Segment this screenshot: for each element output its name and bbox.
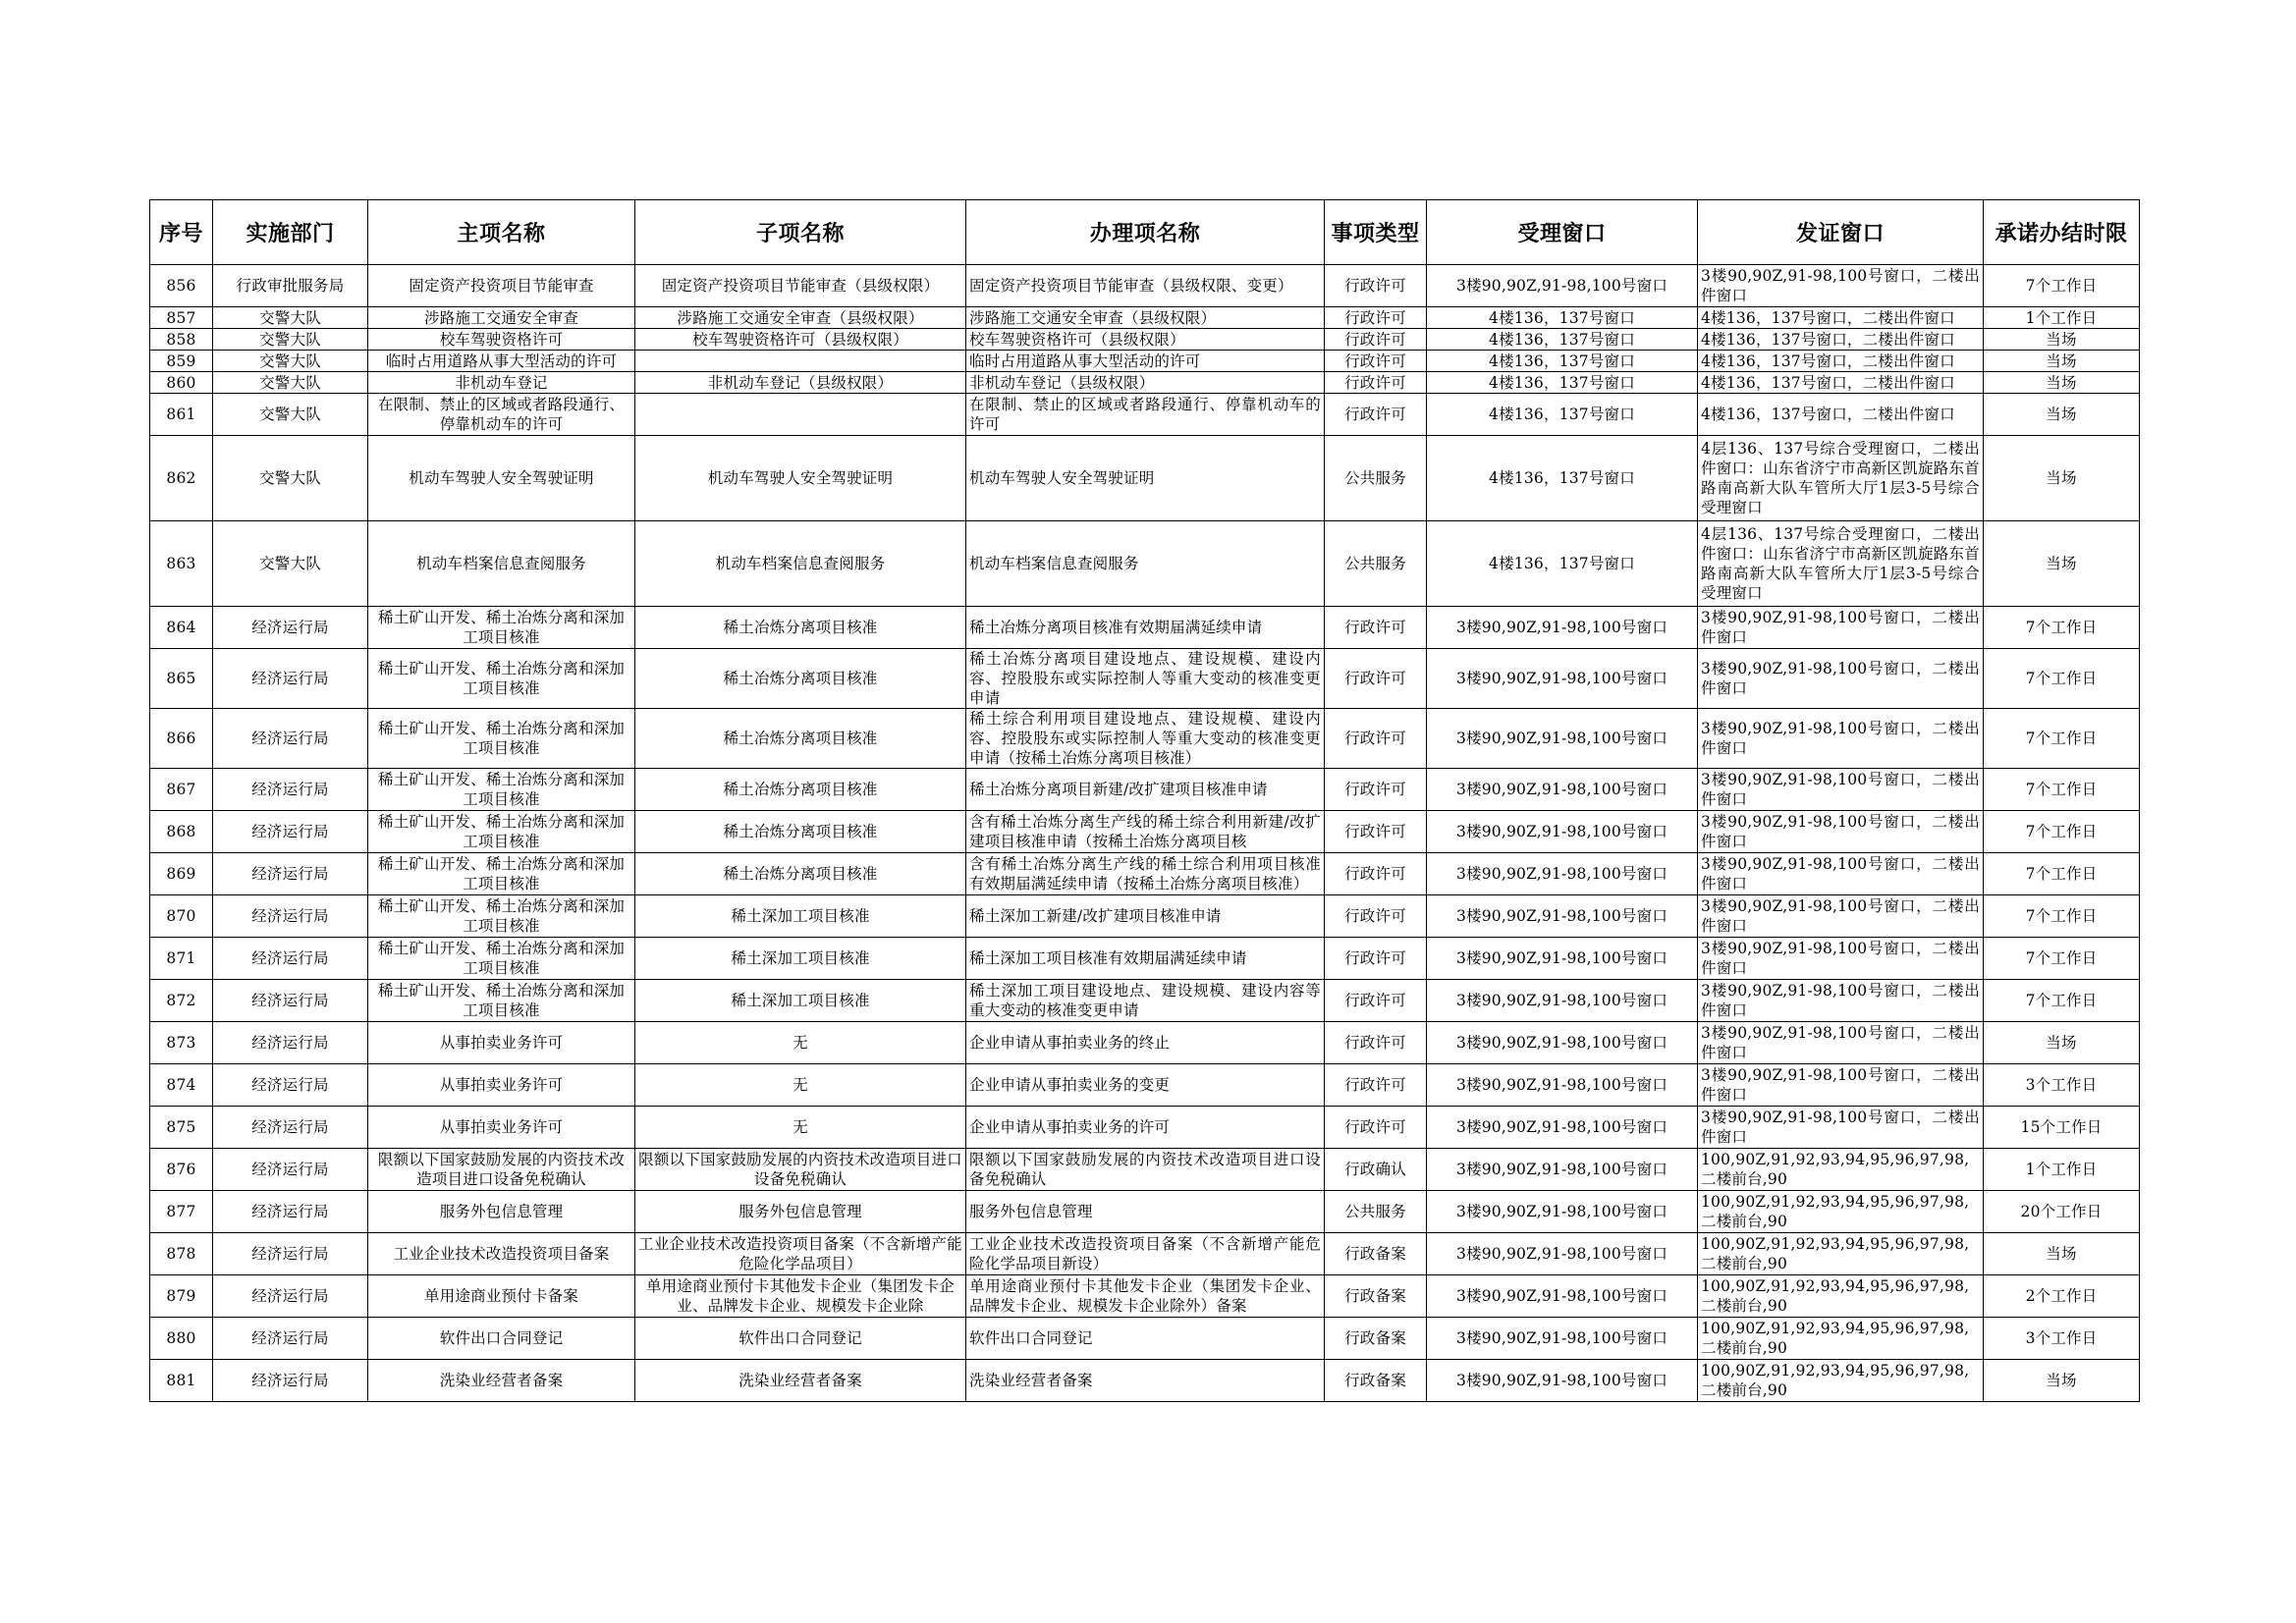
table-cell: 校车驾驶资格许可（县级权限） xyxy=(635,329,966,351)
table-cell: 当场 xyxy=(1984,436,2140,521)
table-cell: 行政许可 xyxy=(1325,938,1427,980)
table-row xyxy=(150,938,2140,980)
table-cell: 在限制、禁止的区域或者路段通行、停靠机动车的许可 xyxy=(966,394,1325,436)
table-cell: 871 xyxy=(150,938,213,980)
table-cell: 3楼90,90Z,91-98,100号窗口 xyxy=(1427,1191,1698,1233)
table-cell: 868 xyxy=(150,811,213,853)
table-cell: 稀土矿山开发、稀土冶炼分离和深加工项目核准 xyxy=(368,980,635,1022)
table-row xyxy=(150,372,2140,394)
table-row xyxy=(150,1233,2140,1275)
table-cell: 非机动车登记（县级权限） xyxy=(635,372,966,394)
table-cell: 单用途商业预付卡备案 xyxy=(368,1275,635,1318)
table-cell: 机动车驾驶人安全驾驶证明 xyxy=(368,436,635,521)
table-cell: 3楼90,90Z,91-98,100号窗口，二楼出件窗口 xyxy=(1698,853,1984,895)
table-cell: 交警大队 xyxy=(213,436,368,521)
table-cell: 行政备案 xyxy=(1325,1275,1427,1318)
table-cell: 4楼136，137号窗口，二楼出件窗口 xyxy=(1698,307,1984,329)
table-cell: 100,90Z,91,92,93,94,95,96,97,98,二楼前台,90 xyxy=(1698,1233,1984,1275)
table-cell: 临时占用道路从事大型活动的许可 xyxy=(368,351,635,372)
table-cell: 经济运行局 xyxy=(213,853,368,895)
header-cell: 办理项名称 xyxy=(966,200,1325,265)
table-cell: 3楼90,90Z,91-98,100号窗口 xyxy=(1427,1360,1698,1402)
table-cell: 固定资产投资项目节能审查（县级权限） xyxy=(635,265,966,307)
table-cell: 4楼136，137号窗口，二楼出件窗口 xyxy=(1698,394,1984,436)
table-row xyxy=(150,329,2140,351)
table-cell: 7个工作日 xyxy=(1984,607,2140,649)
table-cell: 行政许可 xyxy=(1325,980,1427,1022)
table-cell: 3楼90,90Z,91-98,100号窗口 xyxy=(1427,709,1698,769)
table-cell: 874 xyxy=(150,1064,213,1107)
table-cell: 稀土矿山开发、稀土冶炼分离和深加工项目核准 xyxy=(368,769,635,811)
table-cell: 3楼90,90Z,91-98,100号窗口，二楼出件窗口 xyxy=(1698,938,1984,980)
table-row xyxy=(150,980,2140,1022)
table-row xyxy=(150,1275,2140,1318)
table-cell: 3楼90,90Z,91-98,100号窗口 xyxy=(1427,895,1698,938)
table-cell: 4楼136，137号窗口 xyxy=(1427,307,1698,329)
service-items-table xyxy=(149,199,2140,1402)
table-cell: 含有稀土冶炼分离生产线的稀土综合利用新建/改扩建项目核准申请（按稀土冶炼分离项目核 xyxy=(966,811,1325,853)
table-cell: 863 xyxy=(150,521,213,607)
table-row xyxy=(150,649,2140,709)
table-row xyxy=(150,394,2140,436)
table-cell: 3楼90,90Z,91-98,100号窗口 xyxy=(1427,980,1698,1022)
header-cell: 承诺办结时限 xyxy=(1984,200,2140,265)
table-cell: 20个工作日 xyxy=(1984,1191,2140,1233)
table-cell: 4楼136，137号窗口 xyxy=(1427,329,1698,351)
table-cell: 15个工作日 xyxy=(1984,1107,2140,1149)
table-cell: 洗染业经营者备案 xyxy=(966,1360,1325,1402)
table-cell: 稀土冶炼分离项目核准有效期届满延续申请 xyxy=(966,607,1325,649)
table-cell: 858 xyxy=(150,329,213,351)
table-cell: 经济运行局 xyxy=(213,1064,368,1107)
table-row xyxy=(150,307,2140,329)
table-cell: 879 xyxy=(150,1275,213,1318)
table-cell: 临时占用道路从事大型活动的许可 xyxy=(966,351,1325,372)
table-cell: 稀土冶炼分离项目核准 xyxy=(635,709,966,769)
table-cell: 工业企业技术改造投资项目备案 xyxy=(368,1233,635,1275)
table-cell: 洗染业经营者备案 xyxy=(368,1360,635,1402)
table-row xyxy=(150,607,2140,649)
table-cell: 864 xyxy=(150,607,213,649)
table-cell: 稀土矿山开发、稀土冶炼分离和深加工项目核准 xyxy=(368,709,635,769)
table-cell: 洗染业经营者备案 xyxy=(635,1360,966,1402)
table-cell: 当场 xyxy=(1984,351,2140,372)
table-cell: 3楼90,90Z,91-98,100号窗口 xyxy=(1427,1022,1698,1064)
table-cell: 稀土矿山开发、稀土冶炼分离和深加工项目核准 xyxy=(368,811,635,853)
table-cell: 1个工作日 xyxy=(1984,1149,2140,1191)
table-cell: 3楼90,90Z,91-98,100号窗口，二楼出件窗口 xyxy=(1698,1064,1984,1107)
table-cell: 3楼90,90Z,91-98,100号窗口 xyxy=(1427,1064,1698,1107)
table-cell: 行政许可 xyxy=(1325,1064,1427,1107)
table-cell: 3楼90,90Z,91-98,100号窗口 xyxy=(1427,769,1698,811)
table-cell: 878 xyxy=(150,1233,213,1275)
table-cell: 稀土深加工项目核准 xyxy=(635,895,966,938)
table-cell: 稀土冶炼分离项目新建/改扩建项目核准申请 xyxy=(966,769,1325,811)
table-cell: 企业申请从事拍卖业务的终止 xyxy=(966,1022,1325,1064)
table-row xyxy=(150,853,2140,895)
table-cell: 公共服务 xyxy=(1325,436,1427,521)
table-cell: 857 xyxy=(150,307,213,329)
table-cell: 企业申请从事拍卖业务的许可 xyxy=(966,1107,1325,1149)
table-cell: 行政许可 xyxy=(1325,811,1427,853)
table-cell: 经济运行局 xyxy=(213,607,368,649)
table-cell: 机动车档案信息查阅服务 xyxy=(635,521,966,607)
table-row xyxy=(150,811,2140,853)
table-cell: 从事拍卖业务许可 xyxy=(368,1107,635,1149)
table-cell: 稀土深加工项目建设地点、建设规模、建设内容等重大变动的核准变更申请 xyxy=(966,980,1325,1022)
table-cell: 3楼90,90Z,91-98,100号窗口，二楼出件窗口 xyxy=(1698,265,1984,307)
table-cell: 涉路施工交通安全审查（县级权限） xyxy=(635,307,966,329)
table-cell: 稀土冶炼分离项目核准 xyxy=(635,607,966,649)
header-cell: 受理窗口 xyxy=(1427,200,1698,265)
table-cell: 100,90Z,91,92,93,94,95,96,97,98,二楼前台,90 xyxy=(1698,1275,1984,1318)
table-cell: 行政审批服务局 xyxy=(213,265,368,307)
table-row xyxy=(150,265,2140,307)
table-cell: 3楼90,90Z,91-98,100号窗口 xyxy=(1427,1149,1698,1191)
table-cell: 从事拍卖业务许可 xyxy=(368,1064,635,1107)
table-cell: 非机动车登记 xyxy=(368,372,635,394)
table-cell: 企业申请从事拍卖业务的变更 xyxy=(966,1064,1325,1107)
table-cell: 经济运行局 xyxy=(213,1022,368,1064)
table-cell: 软件出口合同登记 xyxy=(635,1318,966,1360)
table-cell: 100,90Z,91,92,93,94,95,96,97,98,二楼前台,90 xyxy=(1698,1360,1984,1402)
table-cell: 7个工作日 xyxy=(1984,649,2140,709)
table-cell: 当场 xyxy=(1984,1233,2140,1275)
table-cell: 当场 xyxy=(1984,372,2140,394)
table-cell: 7个工作日 xyxy=(1984,811,2140,853)
table-cell: 行政确认 xyxy=(1325,1149,1427,1191)
table-cell: 软件出口合同登记 xyxy=(368,1318,635,1360)
table-cell: 校车驾驶资格许可 xyxy=(368,329,635,351)
table-cell: 稀土矿山开发、稀土冶炼分离和深加工项目核准 xyxy=(368,895,635,938)
table-cell: 限额以下国家鼓励发展的内资技术改造项目进口设备免税确认 xyxy=(966,1149,1325,1191)
table-cell: 3个工作日 xyxy=(1984,1064,2140,1107)
table-cell: 3楼90,90Z,91-98,100号窗口，二楼出件窗口 xyxy=(1698,649,1984,709)
table-cell: 867 xyxy=(150,769,213,811)
table-cell: 稀土深加工项目核准 xyxy=(635,980,966,1022)
table-cell: 固定资产投资项目节能审查（县级权限、变更） xyxy=(966,265,1325,307)
table-cell: 经济运行局 xyxy=(213,938,368,980)
table-cell: 单用途商业预付卡其他发卡企业（集团发卡企业、品牌发卡企业、规模发卡企业除 xyxy=(635,1275,966,1318)
table-cell: 当场 xyxy=(1984,394,2140,436)
table-cell: 860 xyxy=(150,372,213,394)
table-cell: 经济运行局 xyxy=(213,980,368,1022)
table-cell: 3楼90,90Z,91-98,100号窗口，二楼出件窗口 xyxy=(1698,811,1984,853)
table-cell: 4楼136，137号窗口，二楼出件窗口 xyxy=(1698,329,1984,351)
table-cell: 3楼90,90Z,91-98,100号窗口 xyxy=(1427,1275,1698,1318)
table-row xyxy=(150,895,2140,938)
table-cell: 872 xyxy=(150,980,213,1022)
table-cell: 经济运行局 xyxy=(213,1149,368,1191)
table-cell: 行政许可 xyxy=(1325,329,1427,351)
table-cell: 3楼90,90Z,91-98,100号窗口 xyxy=(1427,649,1698,709)
table-cell: 行政许可 xyxy=(1325,372,1427,394)
table-cell: 工业企业技术改造投资项目备案（不含新增产能危险化学品项目新设） xyxy=(966,1233,1325,1275)
table-cell: 工业企业技术改造投资项目备案（不含新增产能危险化学品项目） xyxy=(635,1233,966,1275)
table-cell: 行政许可 xyxy=(1325,265,1427,307)
table-cell: 稀土深加工新建/改扩建项目核准申请 xyxy=(966,895,1325,938)
table-cell: 稀土深加工项目核准 xyxy=(635,938,966,980)
table-cell: 机动车档案信息查阅服务 xyxy=(368,521,635,607)
table-cell: 行政备案 xyxy=(1325,1318,1427,1360)
table-cell: 3楼90,90Z,91-98,100号窗口，二楼出件窗口 xyxy=(1698,1022,1984,1064)
table-cell: 经济运行局 xyxy=(213,811,368,853)
table-cell: 7个工作日 xyxy=(1984,853,2140,895)
table-cell: 3楼90,90Z,91-98,100号窗口，二楼出件窗口 xyxy=(1698,980,1984,1022)
table-cell: 7个工作日 xyxy=(1984,980,2140,1022)
table-cell: 4楼136，137号窗口 xyxy=(1427,372,1698,394)
table-cell: 限额以下国家鼓励发展的内资技术改造项目进口设备免税确认 xyxy=(368,1149,635,1191)
table-cell: 经济运行局 xyxy=(213,1107,368,1149)
table-cell: 行政许可 xyxy=(1325,853,1427,895)
table-cell: 行政许可 xyxy=(1325,1107,1427,1149)
header-cell: 主项名称 xyxy=(368,200,635,265)
table-cell: 涉路施工交通安全审查 xyxy=(368,307,635,329)
header-row xyxy=(150,200,2140,265)
table-row xyxy=(150,351,2140,372)
table-cell: 1个工作日 xyxy=(1984,307,2140,329)
table-cell: 交警大队 xyxy=(213,521,368,607)
table-row xyxy=(150,1107,2140,1149)
table-cell: 7个工作日 xyxy=(1984,938,2140,980)
table-cell: 行政许可 xyxy=(1325,351,1427,372)
table-cell: 稀土冶炼分离项目核准 xyxy=(635,769,966,811)
table-cell: 3楼90,90Z,91-98,100号窗口 xyxy=(1427,1318,1698,1360)
table-cell: 4楼136，137号窗口 xyxy=(1427,521,1698,607)
table-cell: 经济运行局 xyxy=(213,1233,368,1275)
table-cell: 3楼90,90Z,91-98,100号窗口 xyxy=(1427,1107,1698,1149)
table-cell: 经济运行局 xyxy=(213,769,368,811)
table-cell: 稀土矿山开发、稀土冶炼分离和深加工项目核准 xyxy=(368,853,635,895)
table-cell: 862 xyxy=(150,436,213,521)
table-cell: 稀土冶炼分离项目建设地点、建设规模、建设内容、控股股东或实际控制人等重大变动的核准变更申请 xyxy=(966,649,1325,709)
table-cell: 交警大队 xyxy=(213,307,368,329)
table-cell: 7个工作日 xyxy=(1984,265,2140,307)
table-cell: 经济运行局 xyxy=(213,1275,368,1318)
table-cell: 876 xyxy=(150,1149,213,1191)
table-cell: 从事拍卖业务许可 xyxy=(368,1022,635,1064)
table-cell: 服务外包信息管理 xyxy=(368,1191,635,1233)
table-cell: 交警大队 xyxy=(213,394,368,436)
table-cell: 无 xyxy=(635,1022,966,1064)
table-cell: 无 xyxy=(635,1107,966,1149)
table-cell: 881 xyxy=(150,1360,213,1402)
table-cell: 4层136、137号综合受理窗口，二楼出件窗口：山东省济宁市高新区凯旋路东首路南高新大队车管所大厅1层3-5号综合受理窗口 xyxy=(1698,436,1984,521)
table-cell: 856 xyxy=(150,265,213,307)
table-cell: 公共服务 xyxy=(1325,521,1427,607)
table-cell: 机动车档案信息查阅服务 xyxy=(966,521,1325,607)
table-cell: 100,90Z,91,92,93,94,95,96,97,98,二楼前台,90 xyxy=(1698,1149,1984,1191)
table-row xyxy=(150,709,2140,769)
table-row xyxy=(150,1022,2140,1064)
table-cell: 当场 xyxy=(1984,1022,2140,1064)
table-cell: 稀土矿山开发、稀土冶炼分离和深加工项目核准 xyxy=(368,938,635,980)
table-cell: 3楼90,90Z,91-98,100号窗口，二楼出件窗口 xyxy=(1698,1107,1984,1149)
table-cell: 4层136、137号综合受理窗口，二楼出件窗口：山东省济宁市高新区凯旋路东首路南高新大队车管所大厅1层3-5号综合受理窗口 xyxy=(1698,521,1984,607)
table-cell: 4楼136，137号窗口，二楼出件窗口 xyxy=(1698,351,1984,372)
table-cell: 3楼90,90Z,91-98,100号窗口，二楼出件窗口 xyxy=(1698,709,1984,769)
table-cell: 服务外包信息管理 xyxy=(635,1191,966,1233)
table-cell: 4楼136，137号窗口 xyxy=(1427,394,1698,436)
table-cell: 软件出口合同登记 xyxy=(966,1318,1325,1360)
table-cell: 行政许可 xyxy=(1325,307,1427,329)
table-cell: 877 xyxy=(150,1191,213,1233)
table-cell: 当场 xyxy=(1984,521,2140,607)
table-cell: 859 xyxy=(150,351,213,372)
table-cell: 7个工作日 xyxy=(1984,895,2140,938)
table-cell: 稀土深加工项目核准有效期届满延续申请 xyxy=(966,938,1325,980)
table-cell: 870 xyxy=(150,895,213,938)
table-cell: 3楼90,90Z,91-98,100号窗口 xyxy=(1427,607,1698,649)
table-cell: 行政许可 xyxy=(1325,895,1427,938)
table-cell: 869 xyxy=(150,853,213,895)
table-cell: 3个工作日 xyxy=(1984,1318,2140,1360)
table-cell: 单用途商业预付卡其他发卡企业（集团发卡企业、品牌发卡企业、规模发卡企业除外）备案 xyxy=(966,1275,1325,1318)
header-cell: 实施部门 xyxy=(213,200,368,265)
table-cell: 固定资产投资项目节能审查 xyxy=(368,265,635,307)
table-cell: 机动车驾驶人安全驾驶证明 xyxy=(966,436,1325,521)
table-cell: 稀土综合利用项目建设地点、建设规模、建设内容、控股股东或实际控制人等重大变动的核准变更申请（按稀土冶炼分离项目核准） xyxy=(966,709,1325,769)
table-cell: 873 xyxy=(150,1022,213,1064)
table-cell: 稀土冶炼分离项目核准 xyxy=(635,811,966,853)
table-cell xyxy=(635,394,966,436)
table-cell: 经济运行局 xyxy=(213,649,368,709)
table-cell: 880 xyxy=(150,1318,213,1360)
table-cell: 无 xyxy=(635,1064,966,1107)
table-cell: 经济运行局 xyxy=(213,895,368,938)
header-cell: 子项名称 xyxy=(635,200,966,265)
table-row xyxy=(150,769,2140,811)
table-cell: 861 xyxy=(150,394,213,436)
table-cell: 3楼90,90Z,91-98,100号窗口，二楼出件窗口 xyxy=(1698,895,1984,938)
table-cell: 4楼136，137号窗口 xyxy=(1427,351,1698,372)
table-cell: 行政许可 xyxy=(1325,649,1427,709)
table-row xyxy=(150,521,2140,607)
table-cell: 3楼90,90Z,91-98,100号窗口，二楼出件窗口 xyxy=(1698,769,1984,811)
table-cell: 行政许可 xyxy=(1325,1022,1427,1064)
table-cell: 866 xyxy=(150,709,213,769)
table-cell: 交警大队 xyxy=(213,329,368,351)
table-cell: 行政许可 xyxy=(1325,709,1427,769)
table-cell: 经济运行局 xyxy=(213,1191,368,1233)
table-cell: 7个工作日 xyxy=(1984,709,2140,769)
table-cell: 行政备案 xyxy=(1325,1360,1427,1402)
table-cell: 100,90Z,91,92,93,94,95,96,97,98,二楼前台,90 xyxy=(1698,1191,1984,1233)
header-cell: 事项类型 xyxy=(1325,200,1427,265)
table-cell: 校车驾驶资格许可（县级权限） xyxy=(966,329,1325,351)
table-row xyxy=(150,436,2140,521)
table-cell: 3楼90,90Z,91-98,100号窗口，二楼出件窗口 xyxy=(1698,607,1984,649)
table-cell: 机动车驾驶人安全驾驶证明 xyxy=(635,436,966,521)
table-cell: 涉路施工交通安全审查（县级权限） xyxy=(966,307,1325,329)
table-cell: 行政许可 xyxy=(1325,769,1427,811)
table-cell: 3楼90,90Z,91-98,100号窗口 xyxy=(1427,1233,1698,1275)
table-row xyxy=(150,1360,2140,1402)
table-cell: 当场 xyxy=(1984,329,2140,351)
table-cell: 2个工作日 xyxy=(1984,1275,2140,1318)
table-cell: 100,90Z,91,92,93,94,95,96,97,98,二楼前台,90 xyxy=(1698,1318,1984,1360)
table-cell: 公共服务 xyxy=(1325,1191,1427,1233)
table-cell: 3楼90,90Z,91-98,100号窗口 xyxy=(1427,265,1698,307)
header-cell: 序号 xyxy=(150,200,213,265)
table-cell: 3楼90,90Z,91-98,100号窗口 xyxy=(1427,811,1698,853)
table-cell: 4楼136，137号窗口，二楼出件窗口 xyxy=(1698,372,1984,394)
table-cell: 经济运行局 xyxy=(213,1360,368,1402)
table-cell: 3楼90,90Z,91-98,100号窗口 xyxy=(1427,853,1698,895)
table-cell: 行政许可 xyxy=(1325,394,1427,436)
table-cell: 经济运行局 xyxy=(213,709,368,769)
table-cell: 稀土矿山开发、稀土冶炼分离和深加工项目核准 xyxy=(368,649,635,709)
table-cell: 875 xyxy=(150,1107,213,1149)
table-cell: 行政备案 xyxy=(1325,1233,1427,1275)
table-cell: 非机动车登记（县级权限） xyxy=(966,372,1325,394)
table-cell: 3楼90,90Z,91-98,100号窗口 xyxy=(1427,938,1698,980)
table-cell: 服务外包信息管理 xyxy=(966,1191,1325,1233)
table-cell: 稀土矿山开发、稀土冶炼分离和深加工项目核准 xyxy=(368,607,635,649)
table-row xyxy=(150,1149,2140,1191)
table-row xyxy=(150,1318,2140,1360)
table-cell: 当场 xyxy=(1984,1360,2140,1402)
table-cell: 稀土冶炼分离项目核准 xyxy=(635,853,966,895)
table-cell xyxy=(635,351,966,372)
header-cell: 发证窗口 xyxy=(1698,200,1984,265)
table-row xyxy=(150,1064,2140,1107)
table-cell: 4楼136，137号窗口 xyxy=(1427,436,1698,521)
table-cell: 含有稀土冶炼分离生产线的稀土综合利用项目核准有效期届满延续申请（按稀土冶炼分离项目核准） xyxy=(966,853,1325,895)
table-cell: 交警大队 xyxy=(213,372,368,394)
table-cell: 7个工作日 xyxy=(1984,769,2140,811)
table-cell: 限额以下国家鼓励发展的内资技术改造项目进口设备免税确认 xyxy=(635,1149,966,1191)
table-cell: 在限制、禁止的区域或者路段通行、停靠机动车的许可 xyxy=(368,394,635,436)
table-cell: 稀土冶炼分离项目核准 xyxy=(635,649,966,709)
table-cell: 865 xyxy=(150,649,213,709)
table-cell: 行政许可 xyxy=(1325,607,1427,649)
table-cell: 交警大队 xyxy=(213,351,368,372)
table-row xyxy=(150,1191,2140,1233)
table-cell: 经济运行局 xyxy=(213,1318,368,1360)
